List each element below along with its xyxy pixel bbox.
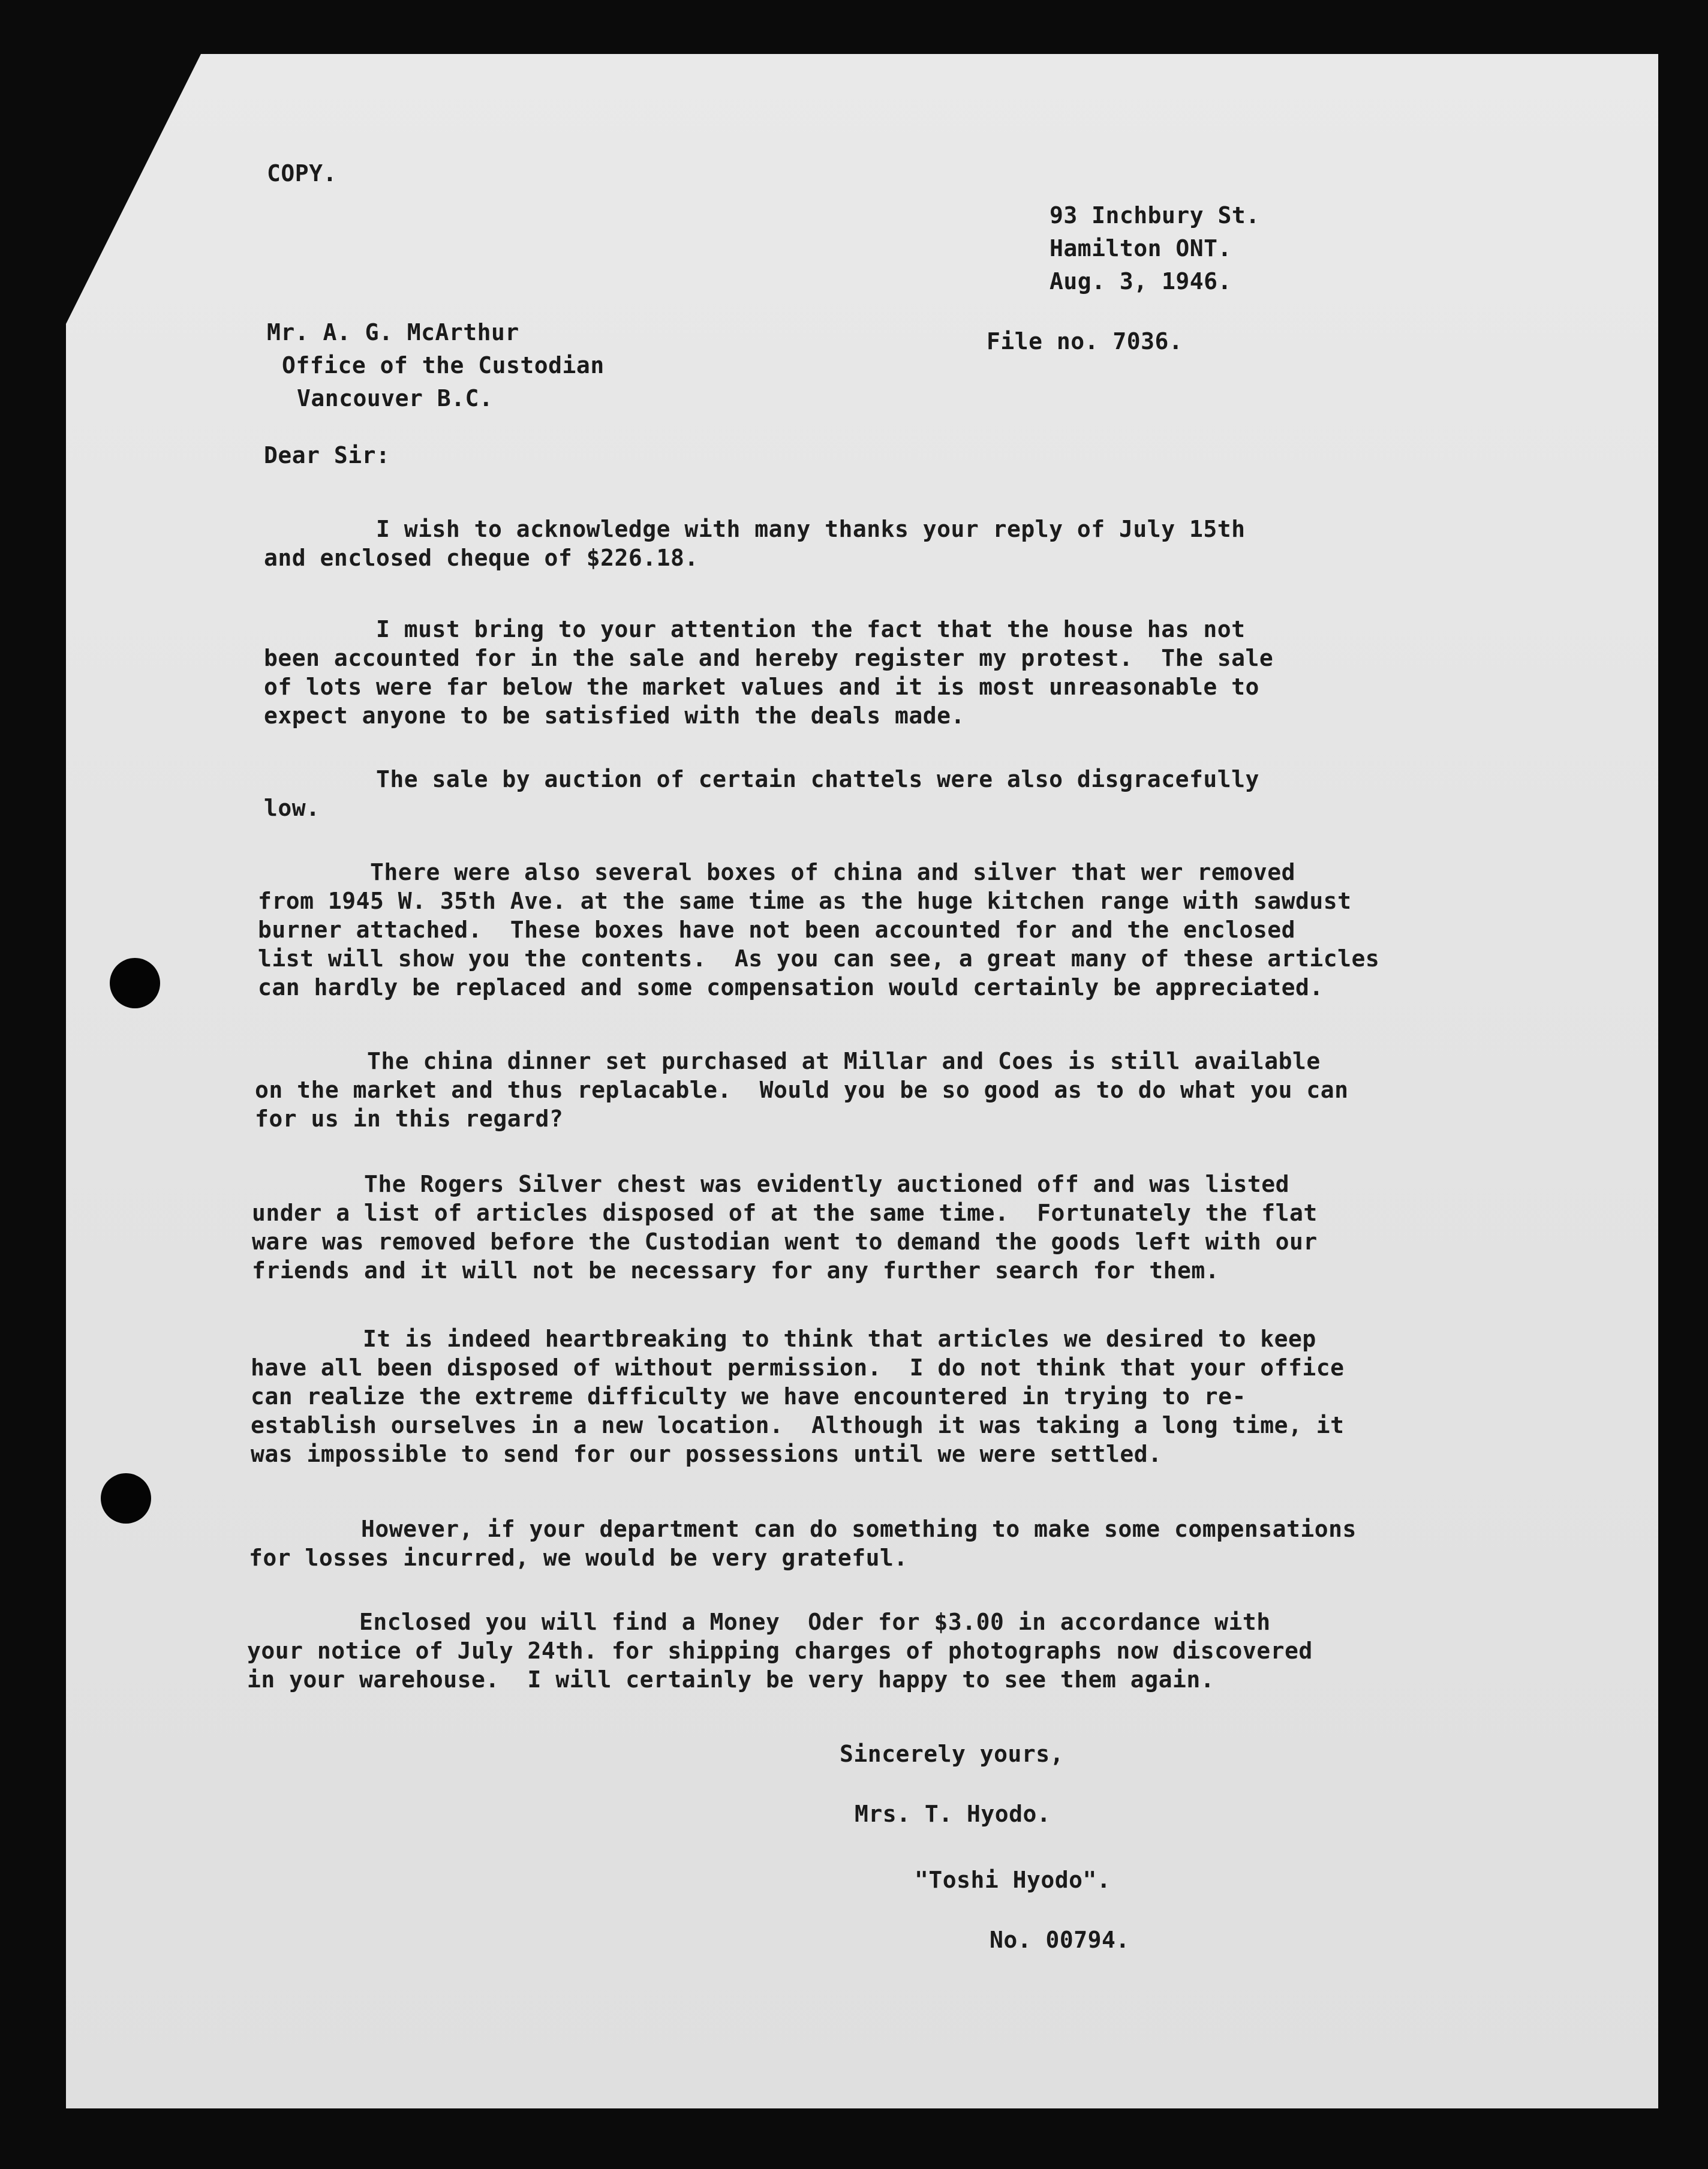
paragraph-2-line-3: of lots were far below the market values and it is most unreasonable to bbox=[264, 674, 1259, 700]
paragraph-2-line-2: been accounted for in the sale and hereby register my protest. The sale bbox=[264, 645, 1274, 671]
sender-address-line-2: Hamilton ONT. bbox=[1050, 235, 1232, 262]
closing: Sincerely yours, bbox=[840, 1741, 1065, 1767]
paragraph-8-line-1: However, if your department can do something to make some compensations bbox=[249, 1516, 1357, 1542]
paragraph-9-line-3: in your warehouse. I will certainly be very happy to see them again. bbox=[247, 1666, 1215, 1693]
paragraph-4-line-2: from 1945 W. 35th Ave. at the same time as the huge kitchen range with sawdust bbox=[258, 888, 1352, 914]
sender-address-line-1: 93 Inchbury St. bbox=[1050, 202, 1260, 229]
paragraph-4-line-5: can hardly be replaced and some compensation would certainly be appreciated. bbox=[258, 974, 1324, 1001]
paragraph-3-line-1: The sale by auction of certain chattels were also disgracefully bbox=[264, 766, 1259, 792]
recipient-city: Vancouver B.C. bbox=[297, 385, 494, 411]
paragraph-4-line-4: list will show you the contents. As you can see, a great many of these articles bbox=[258, 945, 1380, 972]
paragraph-5-line-2: on the market and thus replacable. Would you be so good as to do what you can bbox=[255, 1077, 1349, 1103]
paragraph-4-line-3: burner attached. These boxes have not been accounted for and the enclosed bbox=[258, 917, 1295, 943]
punch-hole-lower bbox=[101, 1473, 151, 1524]
paragraph-4-line-1: There were also several boxes of china and silver that wer removed bbox=[258, 859, 1295, 885]
paragraph-7-line-4: establish ourselves in a new location. Although it was taking a long time, it bbox=[251, 1412, 1345, 1438]
letter-date: Aug. 3, 1946. bbox=[1050, 268, 1232, 295]
paragraph-6-line-2: under a list of articles disposed of at the same time. Fortunately the flat bbox=[252, 1200, 1318, 1226]
paragraph-9-line-2: your notice of July 24th. for shipping charges of photographs now discovered bbox=[247, 1638, 1313, 1664]
paragraph-5-line-1: The china dinner set purchased at Millar and Coes is still available bbox=[255, 1048, 1321, 1074]
paragraph-6-line-4: friends and it will not be necessary for any further search for them. bbox=[252, 1257, 1220, 1284]
paragraph-1-line-2: and enclosed cheque of $226.18. bbox=[264, 545, 699, 571]
paragraph-8 bbox=[249, 1515, 1357, 1572]
paragraph-1 bbox=[264, 515, 1245, 572]
paragraph-2 bbox=[264, 615, 1273, 730]
quoted-signature: "Toshi Hyodo". bbox=[915, 1867, 1111, 1893]
paragraph-6-line-1: The Rogers Silver chest was evidently auctioned off and was listed bbox=[252, 1171, 1289, 1197]
file-number: File no. 7036. bbox=[987, 328, 1183, 355]
paragraph-8-line-2: for losses incurred, we would be very grateful. bbox=[249, 1545, 908, 1571]
paragraph-5-line-3: for us in this regard? bbox=[255, 1105, 564, 1132]
document-number: No. 00794. bbox=[990, 1927, 1130, 1953]
paragraph-2-line-1: I must bring to your attention the fact that the house has not bbox=[264, 616, 1246, 642]
paragraph-9 bbox=[247, 1608, 1313, 1694]
paragraph-6 bbox=[252, 1170, 1318, 1285]
paragraph-6-line-3: ware was removed before the Custodian went to demand the goods left with our bbox=[252, 1228, 1318, 1255]
copy-mark: COPY. bbox=[267, 160, 337, 187]
paragraph-9-line-1: Enclosed you will find a Money Oder for $3.00 in accordance with bbox=[247, 1609, 1271, 1635]
punch-hole-upper bbox=[110, 958, 160, 1008]
paragraph-2-line-4: expect anyone to be satisfied with the deals made. bbox=[264, 702, 965, 729]
paragraph-7-line-1: It is indeed heartbreaking to think that articles we desired to keep bbox=[251, 1326, 1316, 1352]
paragraph-7-line-2: have all been disposed of without permission. I do not think that your office bbox=[251, 1354, 1345, 1381]
typed-signature: Mrs. T. Hyodo. bbox=[855, 1801, 1051, 1827]
paragraph-1-line-1: I wish to acknowledge with many thanks your reply of July 15th bbox=[264, 516, 1246, 542]
paragraph-3-line-2: low. bbox=[264, 795, 320, 821]
salutation: Dear Sir: bbox=[264, 442, 390, 468]
recipient-name: Mr. A. G. McArthur bbox=[267, 319, 519, 346]
paragraph-3 bbox=[264, 765, 1259, 822]
paragraph-4 bbox=[258, 858, 1379, 1002]
paragraph-5 bbox=[255, 1047, 1348, 1133]
paragraph-7-line-5: was impossible to send for our possessions until we were settled. bbox=[251, 1441, 1162, 1467]
recipient-office: Office of the Custodian bbox=[282, 352, 605, 378]
paragraph-7 bbox=[251, 1324, 1344, 1468]
paragraph-7-line-3: can realize the extreme difficulty we have encountered in trying to re- bbox=[251, 1383, 1246, 1410]
